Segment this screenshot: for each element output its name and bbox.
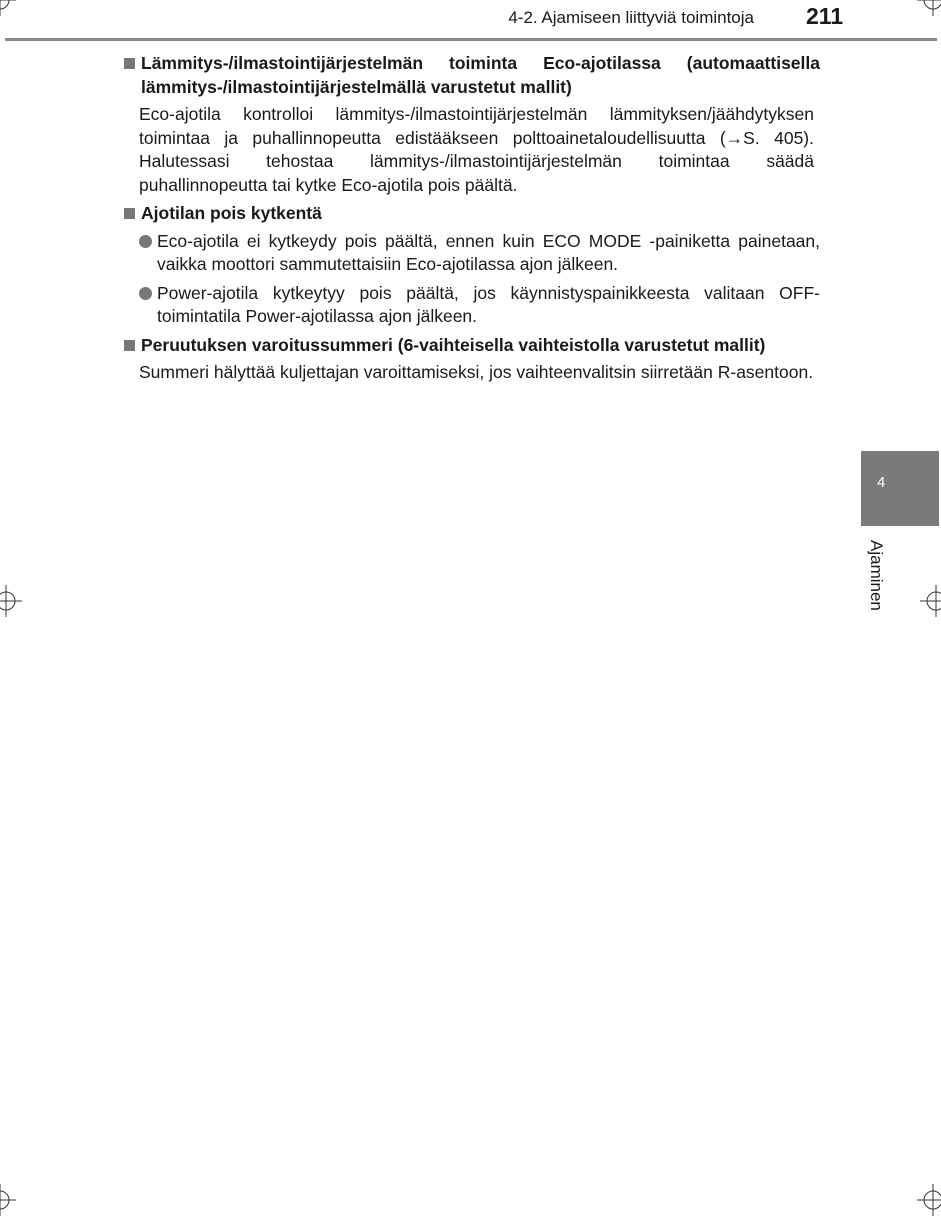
section-eco-climate — [121, 52, 820, 197]
chapter-label: Ajaminen — [867, 540, 886, 611]
chapter-number: 4 — [877, 474, 886, 491]
square-bullet-icon — [124, 340, 135, 351]
section-heading-text: Ajotilan pois kytkentä — [141, 203, 322, 223]
section-heading — [121, 52, 820, 99]
list-item — [139, 230, 820, 277]
registration-mark-top-left-icon — [0, 0, 16, 16]
running-header-title: 4-2. Ajamiseen liittyviä toimintoja — [508, 8, 754, 27]
round-bullet-icon — [139, 287, 152, 300]
square-bullet-icon — [124, 58, 135, 69]
page-number: 211 — [806, 3, 844, 29]
list-item-text: Eco-ajotila ei kytkeydy pois päältä, ennen kuin ECO MODE -painiketta painetaan, vaikka moottori sammutettaisiin Eco-ajotilassa ajon jälkeen. — [157, 230, 820, 274]
section-heading — [121, 334, 820, 358]
section-drive-mode-off — [121, 202, 820, 329]
section-reverse-buzzer — [121, 334, 820, 385]
registration-mark-left-icon — [0, 585, 22, 617]
section-paragraph: Eco-ajotila kontrolloi lämmitys-/ilmastointijärjestelmän lämmityksen/jäähdytyksen toimintaa ja puhallinnopeutta edistääkseen polttoainetaloudellisuutta (→S. 405). Halutessasi tehostaa lämmitys-/ilmastointijärjestelmän toimintaa säädä puhallinnopeutta tai kytke Eco-ajotila pois päältä. — [139, 104, 814, 195]
square-bullet-icon — [124, 208, 135, 219]
registration-mark-bottom-left-icon — [0, 1184, 16, 1216]
registration-mark-top-right-icon — [917, 0, 941, 16]
list-item — [139, 282, 820, 329]
list-item-text: Power-ajotila kytkeytyy pois päältä, jos käynnistyspainikkeesta valitaan OFF-toimintatila Power-ajotilassa ajon jälkeen. — [157, 282, 820, 326]
round-bullet-icon — [139, 235, 152, 248]
section-heading — [121, 202, 820, 226]
section-heading-text: Lämmitys-/ilmastointijärjestelmän toiminta Eco-ajotilassa (automaattisella lämmitys-/ilmastointijärjestelmällä varustetut mallit) — [141, 53, 820, 97]
section-heading-text: Peruutuksen varoitussummeri (6-vaihteisella vaihteistolla varustetut mallit) — [141, 334, 766, 355]
registration-mark-bottom-right-icon — [917, 1184, 941, 1216]
header-divider — [5, 38, 937, 41]
page-content — [121, 52, 820, 390]
section-paragraph: Summeri hälyttää kuljettajan varoittamiseksi, jos vaihteenvalitsin siirretään R-asentoon. — [139, 362, 814, 382]
chapter-tab — [861, 451, 939, 526]
registration-mark-right-icon — [920, 585, 941, 617]
